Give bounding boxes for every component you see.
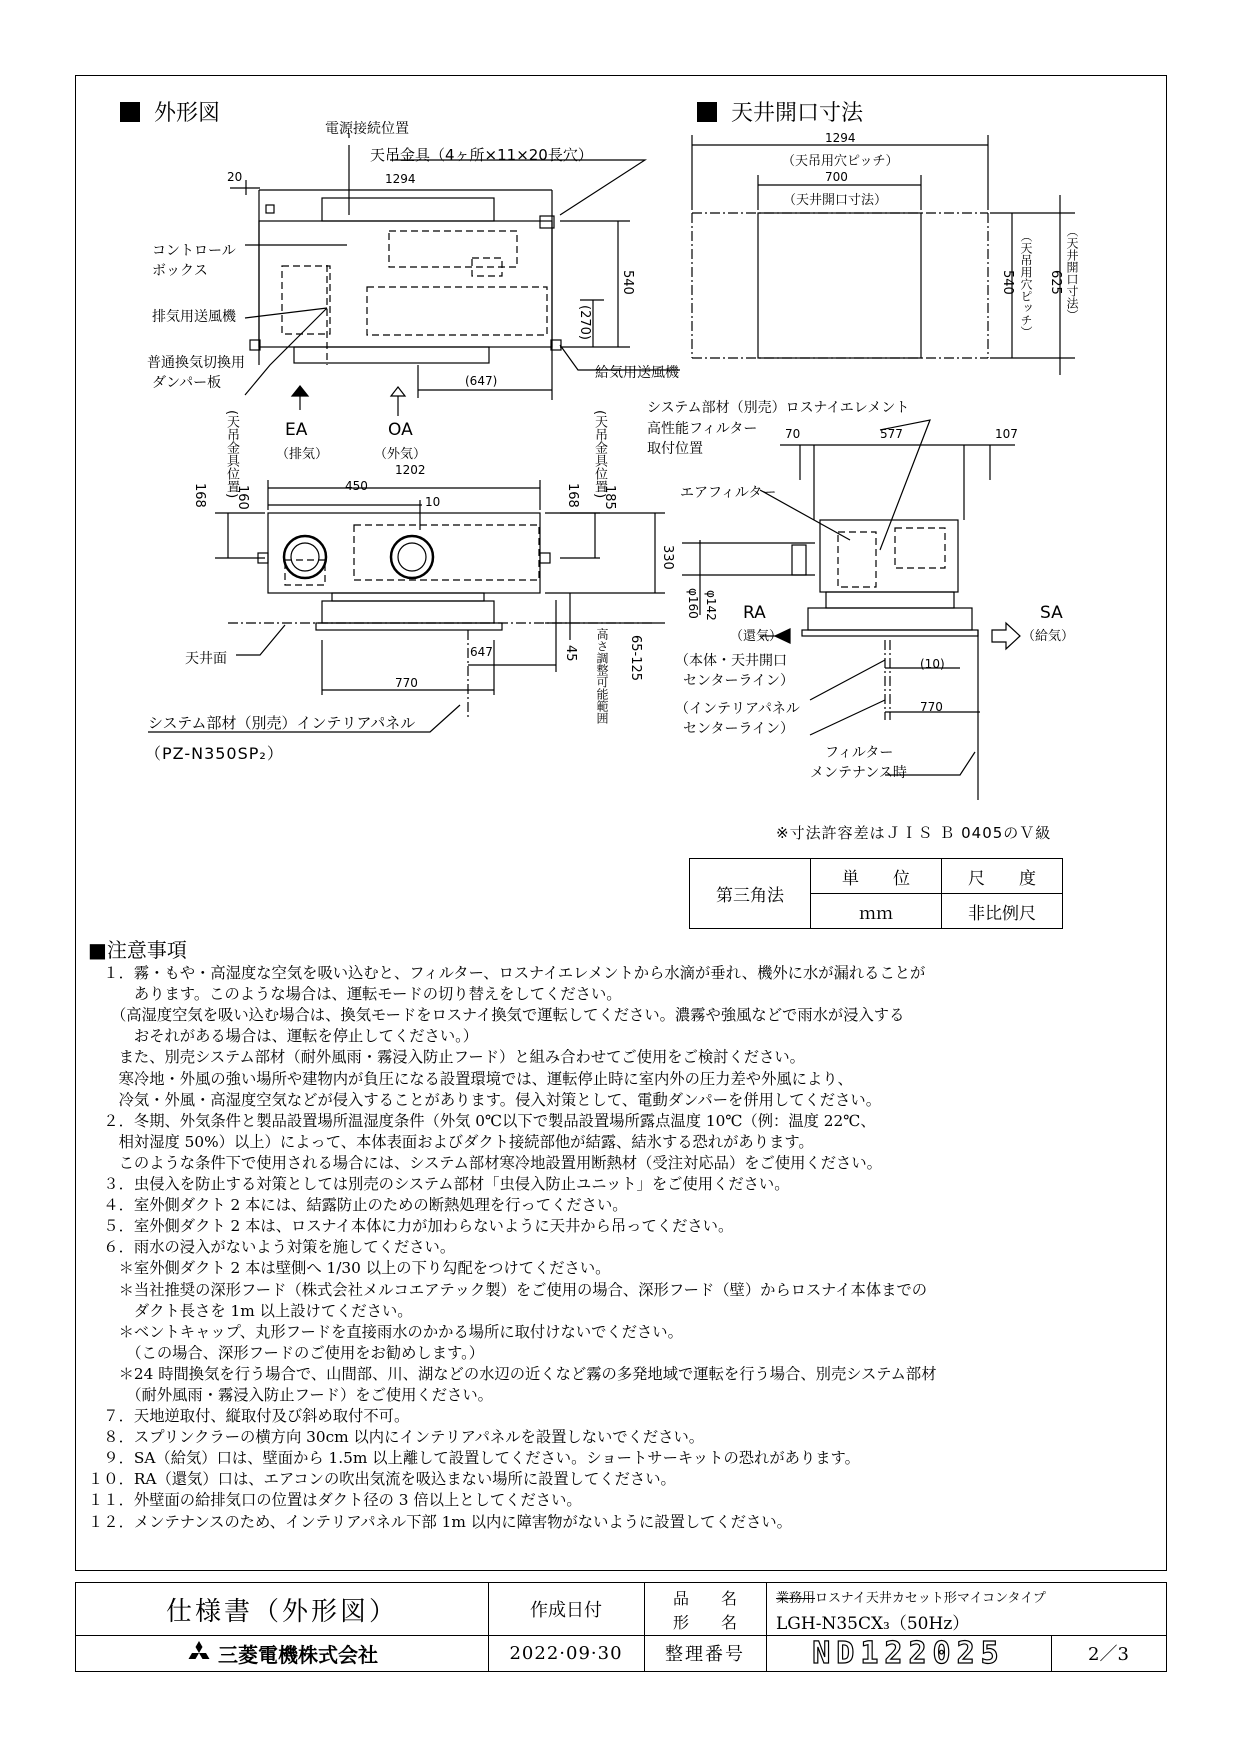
- note-line: （高湿度空気を吸い込む場合は、換気モードをロスナイ換気で運転してください。濃霧や強風などで雨水が浸入する: [88, 1006, 905, 1025]
- model-name-label: 形 名: [672, 1612, 737, 1632]
- note-line: ７．天地逆取付、縦取付及び斜め取付不可。: [88, 1407, 410, 1426]
- doc-title: 仕様書（外形図）: [165, 1596, 398, 1627]
- dim-45: 45: [563, 645, 578, 662]
- side-dim-107: 107: [995, 427, 1018, 441]
- exhaust-fan-label: 排気用送風機: [152, 309, 236, 325]
- side-dim-577: 577: [880, 427, 903, 441]
- dim-168-left: 168: [192, 483, 207, 508]
- damper-label-2: ダンパー板: [152, 375, 222, 391]
- note-line: ＊24 時間換気を行う場合で、山間部、川、湖などの水辺の近くなど霧の多発地域で運転を行う場合、別売システム部材: [88, 1364, 937, 1383]
- hanger-pos-left: (天吊金具位置): [224, 410, 239, 499]
- technical-drawing: [0, 0, 1240, 820]
- ea-sub-label: （排気）: [276, 447, 329, 462]
- notes-title: ■注意事項: [88, 938, 187, 962]
- oa-sub-label: （外気）: [374, 447, 427, 462]
- ra-sub-label: （還気）: [730, 629, 783, 644]
- supply-fan-label: 給気用送風機: [595, 365, 679, 381]
- model-name: LGH-N35CX₃（50Hz）: [776, 1614, 970, 1634]
- note-line: ８．スプリンクラーの横方向 30cm 以内にインテリアパネルを設置しないでください。: [88, 1428, 705, 1447]
- hanger-label: 天吊金具（4ヶ所×11×20長穴）: [370, 146, 593, 164]
- ceiling-v-pitch-label: （天吊用穴ピッチ）: [1019, 230, 1033, 338]
- dim-10: 10: [425, 495, 441, 509]
- phi160-label: φ160: [686, 588, 700, 619]
- panel-label: システム部材（別売）インテリアパネル: [148, 714, 416, 732]
- ceiling-dim-540: 540: [1000, 270, 1015, 295]
- outline-section-title: 外形図: [120, 96, 220, 127]
- center-body-label-2: センターライン）: [683, 673, 795, 689]
- company-name: 三菱電機株式会社: [218, 1642, 378, 1667]
- note-line: また、別売システム部材（耐外風雨・霧浸入防止フード）と組み合わせてご使用をご検討ください。: [88, 1048, 805, 1067]
- damper-label-1: 普通換気切換用: [147, 355, 245, 371]
- mitsubishi-logo-icon: [186, 1641, 212, 1665]
- created-date: 2022·09·30: [509, 1642, 623, 1664]
- center-panel-label-1: （インテリアパネル: [675, 701, 800, 717]
- adj-range-value: 65-125: [628, 635, 643, 682]
- ceiling-section-title: 天井開口寸法: [697, 96, 863, 127]
- dim-450: 450: [345, 479, 368, 493]
- unit-value: ｍｍ: [811, 894, 942, 929]
- note-line: ダクト長さを 1m 以上設けてください。: [88, 1301, 413, 1320]
- note-line: ６．雨水の浸入がないよう対策を施してください。: [88, 1238, 456, 1257]
- center-body-label-1: （本体・天井開口: [675, 653, 787, 669]
- center-panel-label-2: センターライン）: [683, 721, 795, 737]
- maint-label-2: メンテナンス時: [810, 765, 907, 781]
- notes-section: [88, 940, 1158, 1533]
- ceiling-v-open-label: （天井開口寸法）: [1065, 225, 1079, 321]
- dim-185: 185: [602, 485, 617, 510]
- note-line: このような条件下で使用される場合には、システム部材寒冷地設置用断熱材（受注対応品）をご使用ください。: [88, 1153, 882, 1172]
- hp-filter-label-2: 取付位置: [647, 441, 703, 457]
- tolerance-note: ※寸法許容差はＪＩＳ Ｂ 0405のＶ級: [776, 824, 1052, 842]
- ra-label: RA: [743, 603, 766, 623]
- ceiling-dim-625: 625: [1048, 270, 1063, 295]
- power-connection-label: 電源接続位置: [325, 121, 409, 137]
- element-label: システム部材（別売）ロスナイエレメント: [647, 400, 910, 416]
- note-line: ３．虫侵入を防止する対策としては別売のシステム部材「虫侵入防止ユニット」をご使用ください。: [88, 1175, 790, 1194]
- note-line: 相対湿度 50%）以上）によって、本体表面およびダクト接続部他が結露、結氷する恐れがあります。: [88, 1132, 814, 1151]
- product-name-struck: 業務用: [776, 1591, 816, 1606]
- ceiling-dim-700: 700: [825, 170, 848, 184]
- dim-20: 20: [227, 170, 243, 184]
- note-line: ５．室外側ダクト 2 本は、ロスナイ本体に力が加わらないように天井から吊ってください。: [88, 1217, 734, 1236]
- scale-value: 非比例尺: [942, 894, 1063, 929]
- dim-168-right: 168: [565, 483, 580, 508]
- oa-label: OA: [388, 420, 413, 440]
- ref-number-label: 整理番号: [665, 1644, 745, 1665]
- dim-330: 330: [660, 545, 675, 570]
- air-filter-label: エアフィルター: [680, 485, 777, 501]
- note-line: 冷気・外風・高湿度空気などが侵入することがあります。侵入対策として、電動ダンパーを併用してください。: [88, 1090, 881, 1109]
- product-name-label: 品 名: [672, 1588, 737, 1608]
- ceiling-dim-1294: 1294: [825, 131, 856, 145]
- note-line: おそれがある場合は、運転を停止してください。）: [88, 1027, 479, 1046]
- hanger-pos-right: (天吊金具位置): [592, 410, 607, 499]
- dim-770: 770: [395, 676, 418, 690]
- title-block: [75, 1582, 1167, 1672]
- company-logo: [76, 1635, 488, 1671]
- product-name: [776, 1587, 1046, 1606]
- control-box-label-1: コントロール: [152, 243, 236, 259]
- control-box-label-2: ボックス: [152, 263, 208, 279]
- adj-range-label: 高さ調整可能範囲: [595, 628, 609, 724]
- sa-sub-label: （給気）: [1022, 629, 1075, 644]
- dim-160: 160: [235, 485, 250, 510]
- scale-header: 尺 度: [942, 859, 1063, 894]
- note-line: ２．冬期、外気条件と製品設置場所温湿度条件（外気 0℃以下で製品設置場所露点温度 10℃（例：温度 22℃、: [88, 1111, 876, 1130]
- dim-270: (270): [577, 305, 592, 340]
- note-line: （耐外風雨・霧浸入防止フード）をご使用ください。: [88, 1385, 493, 1404]
- panel-model-label: （PZ-N350SP₂）: [145, 744, 284, 763]
- note-line: ＊室外側ダクト 2 本は壁側へ 1/30 以上の下り勾配をつけてください。: [88, 1259, 611, 1278]
- product-name-rest: ロスナイ天井カセット形マイコンタイプ: [815, 1591, 1046, 1606]
- ceiling-surface-label: 天井面: [185, 651, 227, 667]
- unit-header: 単 位: [811, 859, 942, 894]
- note-line: １０．RA（還気）口は、エアコンの吹出気流を吸込まない場所に設置してください。: [88, 1470, 676, 1489]
- note-line: あります。このような場合は、運転モードの切り替えをしてください。: [88, 985, 622, 1004]
- dim-1294: 1294: [385, 172, 416, 186]
- doc-number: ND122025: [812, 1635, 1005, 1671]
- note-line: ＊当社推奨の深形フード（株式会社メルコエアテック製）をご使用の場合、深形フード（壁）からロスナイ本体までの: [88, 1280, 928, 1299]
- sa-label: SA: [1040, 603, 1063, 623]
- projection-table: [689, 858, 1063, 929]
- side-dim-10: (10): [920, 657, 945, 671]
- note-line: ９．SA（給気）口は、壁面から 1.5m 以上離して設置してください。ショートサーキットの恐れがあります。: [88, 1449, 860, 1468]
- phi142-label: φ142: [704, 590, 718, 621]
- hp-filter-label-1: 高性能フィルター: [647, 421, 758, 437]
- note-line: １．霧・もや・高湿度な空気を吸い込むと、フィルター、ロスナイエレメントから水滴が垂れ、機外に水が漏れることが: [88, 964, 926, 983]
- note-line: １２．メンテナンスのため、インテリアパネル下部 1m 以内に障害物がないように設置してください。: [88, 1512, 792, 1531]
- note-line: 寒冷地・外風の強い場所や建物内が負圧になる設置環境では、運転停止時に室内外の圧力差や外風により、: [88, 1069, 853, 1088]
- note-line: ４．室外側ダクト 2 本には、結露防止のための断熱処理を行ってください。: [88, 1196, 628, 1215]
- note-line: ＊ベントキャップ、丸形フードを直接雨水のかかる場所に取付けないでください。: [88, 1322, 683, 1341]
- dim-647-paren: (647): [465, 374, 498, 388]
- side-dim-70: 70: [785, 427, 801, 441]
- ea-label: EA: [285, 420, 308, 440]
- maint-label-1: フィルター: [825, 745, 894, 761]
- created-date-label: 作成日付: [530, 1600, 602, 1621]
- dim-647: 647: [470, 645, 493, 659]
- page-number: 2／3: [1088, 1644, 1129, 1665]
- ceiling-pitch-label: （天吊用穴ピッチ）: [782, 154, 899, 169]
- projection-method: 第三角法: [690, 859, 811, 929]
- dim-1202: 1202: [395, 463, 426, 477]
- dim-540: 540: [620, 270, 635, 295]
- note-line: （この場合、深形フードのご使用をお勧めします。）: [88, 1343, 485, 1362]
- side-dim-770: 770: [920, 700, 943, 714]
- note-line: １１．外壁面の給排気口の位置はダクト径の 3 倍以上としてください。: [88, 1491, 582, 1510]
- ceiling-open-label: （天井開口寸法）: [783, 193, 888, 208]
